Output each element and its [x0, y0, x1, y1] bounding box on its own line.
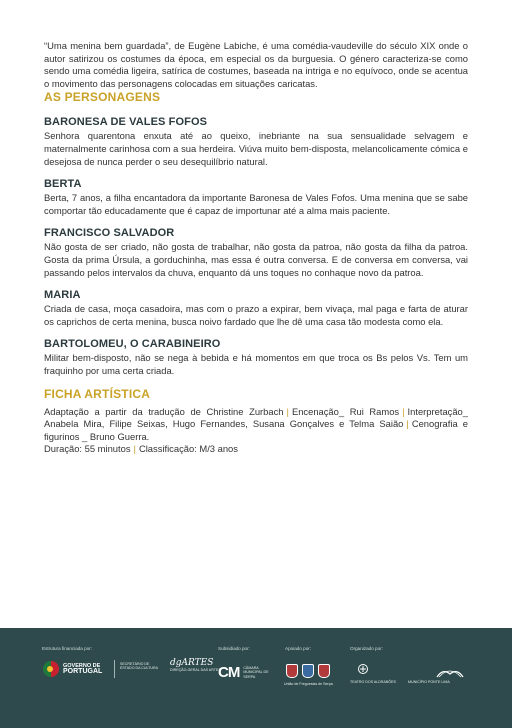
shield-icon — [318, 664, 330, 678]
ficha-credits — [44, 406, 468, 444]
character-name: BARTOLOMEU, O CARABINEIRO — [44, 338, 221, 351]
bridge-icon — [436, 666, 464, 678]
character-entry — [44, 115, 468, 168]
character-description: Não gosta de ser criado, não gosta de trabalhar, não gosta da patroa, não gosta da filha da patroa. Gosta da prima Úrsula, a gorduchinha, mas essa é outra conversa. E de conversa em conversa, vai passando pelos intervalos da chuva, enquanto dá uns toques no conhaque novo da patroa. — [44, 241, 468, 278]
character-description: Berta, 7 anos, a filha encantadora da importante Baronesa de Vales Fofos. Uma menina que se sabe comportar tão educadamente que é capaz de importunar até a alma mais paciente. — [44, 192, 468, 216]
shield-icon — [286, 664, 298, 678]
logo-ponte-lima — [436, 666, 464, 678]
character-entry — [44, 288, 468, 328]
section-title-personagens: AS PERSONAGENS — [44, 90, 161, 105]
section-title-ficha: FICHA ARTÍSTICA — [44, 386, 151, 401]
character-name: MARIA — [44, 289, 81, 302]
shield-icon — [302, 664, 314, 678]
governo-line1: GOVERNO DE — [63, 662, 101, 669]
logo-apoiado-shields — [286, 664, 330, 678]
label-organizado: Organizado por: — [350, 646, 383, 651]
logo-dgartes — [170, 658, 221, 672]
credit-cenografia: Cenografia e figurinos _ Bruno Guerra. — [44, 418, 468, 442]
uniao-text: União de Freguesias de Serpa — [284, 682, 333, 686]
character-entry — [44, 226, 468, 279]
governo-text — [63, 663, 102, 676]
classification-text: Classificação: M/3 anos — [138, 443, 238, 455]
credit-separator: | — [406, 418, 409, 430]
logo-governo-portugal — [42, 660, 102, 678]
portugal-flag-icon — [42, 660, 60, 678]
credit-separator: | — [286, 405, 289, 417]
dgartes-text: dgARTES — [170, 658, 214, 668]
character-entry — [44, 177, 468, 217]
intro-paragraph: “Uma menina bem guardada”, de Eugène Labiche, é uma comédia-vaudeville do século XIX onde o autor satirizou os costumes da época, em especial os da burguesia. O género caracteriza-se como sendo uma comédia ligeira, satírica de costumes, baseada na intriga e no equívoco, onde se acentua o movimento das personagens colocadas em situações caricatas. — [44, 40, 468, 89]
cm-text: CM — [218, 664, 240, 681]
character-name: FRANCISCO SALVADOR — [44, 227, 175, 240]
character-description: Criada de casa, moça casadoira, mas com o prazo a expirar, bem vivaça, mal paga e farta de aturar os caprichos de certa menina, busca noivo fardado que lhe dê uma casa tão modesta como ela. — [44, 303, 468, 327]
governo-line2: PORTUGAL — [63, 668, 103, 675]
character-description: Militar bem-disposto, não se nega à bebida e há momentos em que troca os Bs pelos Vs. Tem um fraquinho por uma certa criada. — [44, 352, 468, 376]
character-description: Senhora quarentona enxuta até ao queixo, inebriante na sua sensualidade selvagem e maternalmente carinhosa com a sua herdeira. Viúva muito bem-disposta, melancolicamente cómica e desejosa de nunca perder o seu desequilíbrio natural. — [44, 130, 468, 167]
credit-encenacao: Encenação_ Rui Ramos — [291, 405, 400, 417]
duration-text: Duração: 55 minutos — [44, 443, 131, 455]
camara-text: CÂMARA MUNICIPAL DE SERPA — [243, 665, 269, 679]
character-name: BERTA — [44, 178, 82, 191]
label-subsidiado: Subsidiado por: — [218, 646, 250, 651]
credit-adaptacao: Adaptação a partir da tradução de Christine Zurbach — [44, 405, 284, 417]
secretario-text: SECRETÁRIO DE ESTADO DA CULTURA — [120, 662, 159, 671]
sponsors-footer — [0, 628, 512, 728]
main-content — [44, 40, 468, 456]
credit-interpretacao: Interpretação_ Anabela Mira, Filipe Seixas, Hugo Fernandes, Susana Gonçalves e Telma Saião — [44, 405, 468, 430]
character-name: BARONESA DE VALES FOFOS — [44, 116, 208, 129]
cross-circle-icon — [358, 664, 368, 674]
label-apoiado: Apoiado por: — [285, 646, 312, 651]
duration-line — [44, 443, 468, 456]
teatro-text: TEATRO DOS ALDRABÕES — [350, 680, 396, 684]
dgartes-subtext: DIREÇÃO-GERAL DAS ARTES — [170, 668, 221, 672]
credit-separator: | — [402, 405, 405, 417]
logo-divider — [114, 660, 115, 678]
label-estrutura: Estrutura financiada por: — [42, 646, 93, 651]
municipio-text: MUNICÍPIO PONTE LIMA — [408, 680, 450, 684]
logo-teatro — [358, 664, 368, 674]
logo-camara-serpa — [218, 664, 269, 681]
character-entry — [44, 337, 468, 377]
credit-separator: | — [133, 443, 136, 455]
